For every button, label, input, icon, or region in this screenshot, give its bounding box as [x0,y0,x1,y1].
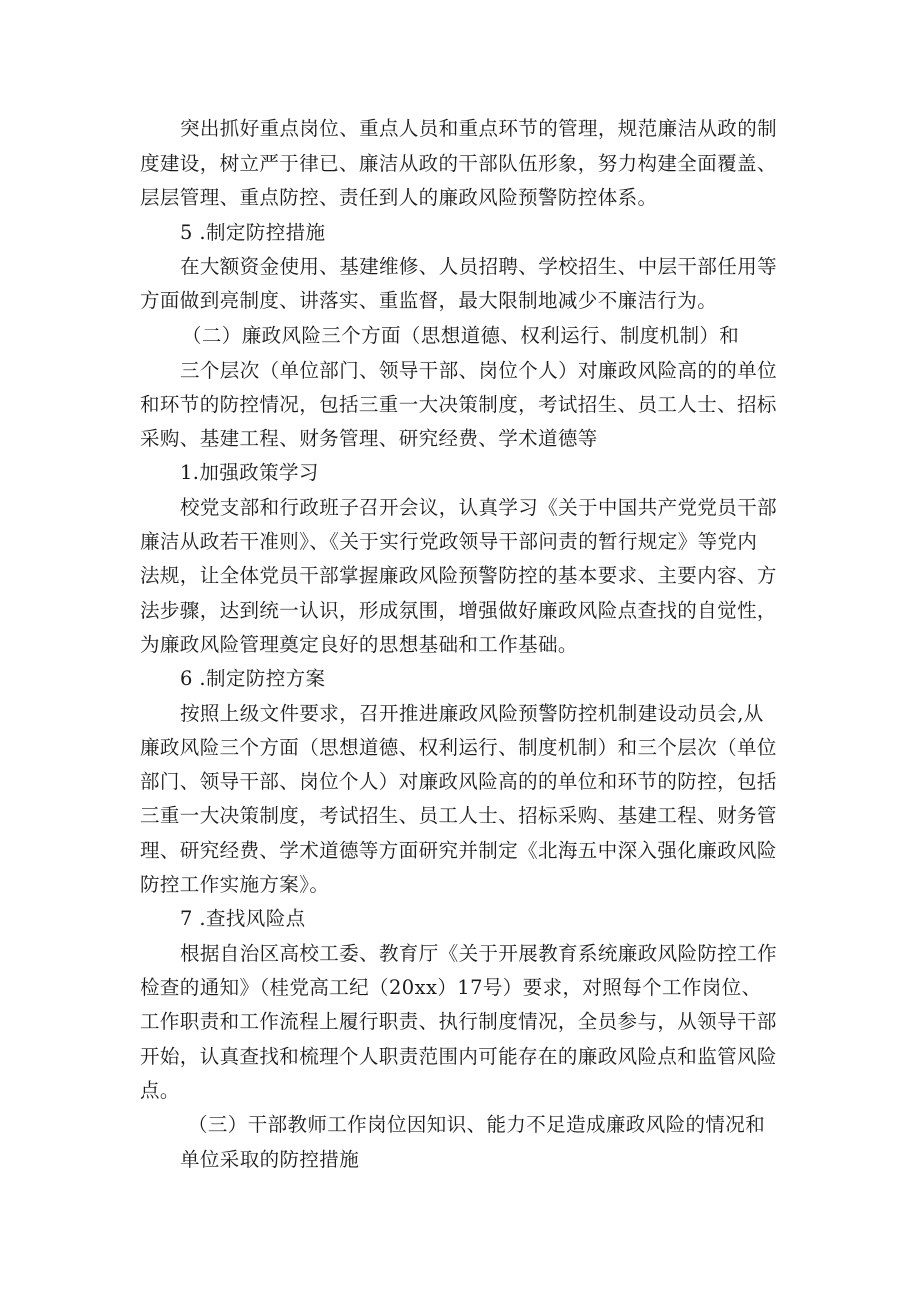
body-text-line: 层层管理、重点防控、责任到人的廉政风险预警防控体系。 [140,186,658,209]
body-text-line: 廉政风险三个方面（思想道德、权利运行、制度机制）和三个层次（单位 [140,736,777,759]
section-heading: 1.加强政策学习 [180,461,319,484]
body-text-line: 理、研究经费、学术道德等方面研究并制定《北海五中深入强化廉政风险 [140,839,777,862]
body-text-line: 方面做到亮制度、讲落实、重监督，最大限制地减少不廉洁行为。 [140,289,718,312]
body-text-line: 工作职责和工作流程上履行职责、执行制度情况，全员参与，从领导干部 [140,1010,777,1033]
body-text-line: 开始，认真查找和梳理个人职责范围内可能存在的廉政风险点和监管风险 [140,1045,777,1068]
body-text-line: 法规，让全体党员干部掌握廉政风险预警防控的基本要求、主要内容、方 [140,564,777,587]
body-text-line: 在大额资金使用、基建维修、人员招聘、学校招生、中层干部任用等 [180,255,778,278]
body-text-line: 按照上级文件要求，召开推进廉政风险预警防控机制建设动员会,从 [180,702,764,725]
body-text-line: 和环节的防控情况，包括三重一大决策制度，考试招生、员工人士、招标 [140,393,777,416]
section-heading: 7 .查找风险点 [180,907,306,930]
section-heading: （三）干部教师工作岗位因知识、能力不足造成廉政风险的情况和 [188,1113,766,1136]
body-text-line: 根据自治区高校工委、教育厅《关于开展教育系统廉政风险防控工作 [180,942,778,965]
body-text-line: 点。 [140,1079,180,1102]
body-text-line: 三个层次（单位部门、领导干部、岗位个人）对廉政风险高的的单位 [180,359,778,382]
section-heading: （二）廉政风险三个方面（思想道德、权利运行、制度机制）和 [182,324,740,347]
body-text-line: 防控工作实施方案》。 [140,873,330,896]
body-text-line: 为廉政风险管理奠定良好的思想基础和工作基础。 [140,633,578,656]
body-text-line: 突出抓好重点岗位、重点人员和重点环节的管理，规范廉洁从政的制 [180,117,778,140]
section-heading: 6 .制定防控方案 [180,667,326,690]
body-text-line: 部门、领导干部、岗位个人）对廉政风险高的的单位和环节的防控，包括 [140,770,777,793]
body-text-line: 三重一大决策制度，考试招生、员工人士、招标采购、基建工程、财务管 [140,804,777,827]
body-text-line: 采购、基建工程、财务管理、研究经费、学术道德等 [140,427,598,450]
body-text-line: 检查的通知》（桂党高工纪（20xx）17号）要求，对照每个工作岗位、 [140,976,762,999]
body-text-line: 廉洁从政若干准则》、《关于实行党政领导干部问责的暂行规定》等党内 [140,530,758,553]
body-text-line: 度建设，树立严于律已、廉洁从政的干部队伍形象，努力构建全面覆盖、 [140,152,777,175]
body-text-line: 法步骤，达到统一认识，形成氛围，增强做好廉政风险点查找的自觉性， [140,599,777,622]
body-text-line: 校党支部和行政班子召开会议，认真学习《关于中国共产党党员干部 [180,496,778,519]
section-heading: 5 .制定防控措施 [180,221,326,244]
section-heading: 单位采取的防控措施 [180,1148,360,1171]
